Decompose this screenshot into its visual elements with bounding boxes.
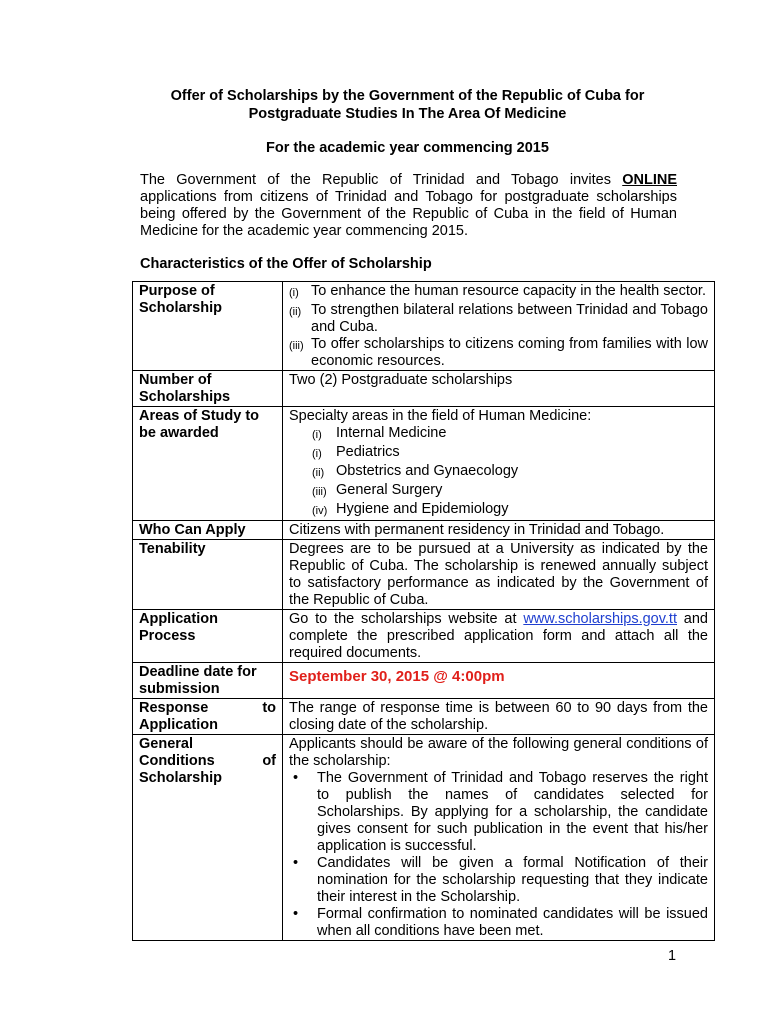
list-item <box>289 770 708 855</box>
list-item <box>289 444 708 463</box>
table-row <box>133 282 715 371</box>
label-word: Response <box>139 700 209 716</box>
row-label-response <box>133 699 283 735</box>
intro-paragraph <box>140 172 677 240</box>
deadline-date: September 30, 2015 @ 4:00pm <box>289 668 505 685</box>
intro-text-end: applications from citizens of Trinidad and Tobago for postgraduate scholarships being offered by the Government of the Republic of Cuba in the field of Human Medicine for the academic year commencing 2015. <box>140 189 677 239</box>
row-value-number: Two (2) Postgraduate scholarships <box>283 371 715 407</box>
label-word: Conditions <box>139 753 215 769</box>
row-label-tenability: Tenability <box>133 540 283 610</box>
row-label-number: Number of Scholarships <box>133 371 283 407</box>
row-value-purpose <box>283 282 715 371</box>
bullet-icon: • <box>293 770 299 786</box>
list-number: (iii) <box>289 340 304 352</box>
scholarships-website-link[interactable]: www.scholarships.gov.tt <box>523 611 677 627</box>
label-word: to <box>262 700 276 716</box>
list-number: (ii) <box>289 306 302 318</box>
list-item <box>289 463 708 482</box>
list-text: General Surgery <box>336 482 443 498</box>
list-number: (i) <box>312 448 322 460</box>
row-value-process <box>283 610 715 663</box>
label-word: Scholarship <box>139 770 222 786</box>
list-number: (i) <box>312 429 322 441</box>
table-row <box>133 540 715 610</box>
bullet-icon: • <box>293 855 299 871</box>
section-heading: Characteristics of the Offer of Scholarship <box>140 256 432 272</box>
list-text: Pediatrics <box>336 444 400 460</box>
list-item <box>289 425 708 444</box>
title-line-1: Offer of Scholarships by the Government of the Republic of Cuba for <box>170 88 645 104</box>
row-label-general <box>133 735 283 941</box>
list-text: To offer scholarships to citizens coming from families with low economic resources. <box>311 336 708 369</box>
list-item <box>289 283 708 302</box>
academic-year-subtitle: For the academic year commencing 2015 <box>266 140 549 156</box>
list-text: To strengthen bilateral relations between Trinidad and Tobago and Cuba. <box>311 302 708 335</box>
row-label-deadline: Deadline date for submission <box>133 663 283 699</box>
row-value-tenability: Degrees are to be pursued at a University as indicated by the Republic of Cuba. The scholarship is renewed annually subject to satisfactory performance as indicated by the Government of the Republic of Cuba. <box>283 540 715 610</box>
table-row <box>133 735 715 941</box>
list-text: Obstetrics and Gynaecology <box>336 463 519 479</box>
general-intro: Applicants should be aware of the following general conditions of the scholarship: <box>289 736 708 769</box>
bullet-icon: • <box>293 906 299 922</box>
label-word: Application <box>139 717 218 733</box>
list-text: Hygiene and Epidemiology <box>336 501 509 517</box>
list-item <box>289 501 708 520</box>
list-item <box>289 855 708 906</box>
list-number: (iv) <box>312 505 328 517</box>
title-line-2: Postgraduate Studies In The Area Of Medicine <box>248 106 567 122</box>
list-text: Internal Medicine <box>336 425 447 441</box>
row-label-areas: Areas of Study to be awarded <box>133 407 283 521</box>
row-value-areas <box>283 407 715 521</box>
row-label-process: Application Process <box>133 610 283 663</box>
list-text: The Government of Trinidad and Tobago reserves the right to publish the names of candidates selected for Scholarships. By applying for a scholarship, the candidate gives consent for such publication in the event that his/her application is successful. <box>317 770 708 854</box>
online-emphasis: ONLINE <box>622 172 677 188</box>
label-word: of <box>262 753 276 769</box>
table-row <box>133 371 715 407</box>
row-value-deadline <box>283 663 715 699</box>
list-item <box>289 302 708 336</box>
table-row <box>133 663 715 699</box>
areas-intro: Specialty areas in the field of Human Medicine: <box>289 408 592 424</box>
list-item <box>289 336 708 370</box>
list-number: (i) <box>289 287 299 299</box>
scholarship-characteristics-table <box>132 281 715 941</box>
table-row <box>133 610 715 663</box>
page-number: 1 <box>668 948 677 964</box>
label-word: General <box>139 736 193 752</box>
table-row <box>133 699 715 735</box>
list-text: Candidates will be given a formal Notification of their nomination for the scholarship requesting that they indicate their interest in the Scholarship. <box>317 855 708 905</box>
row-value-response: The range of response time is between 60 to 90 days from the closing date of the scholarship. <box>283 699 715 735</box>
list-item <box>289 906 708 940</box>
table-row <box>133 407 715 521</box>
list-text: To enhance the human resource capacity in the health sector. <box>311 283 706 299</box>
row-value-who: Citizens with permanent residency in Trinidad and Tobago. <box>283 521 715 540</box>
list-item <box>289 482 708 501</box>
process-text-end: and complete the prescribed application form and attach all the required documents. <box>289 611 708 661</box>
row-label-who: Who Can Apply <box>133 521 283 540</box>
list-number: (ii) <box>312 467 325 479</box>
process-text-start: Go to the scholarships website at <box>289 611 524 627</box>
intro-text-start: The Government of the Republic of Trinidad and Tobago invites <box>140 172 623 188</box>
table-row <box>133 521 715 540</box>
list-text: Formal confirmation to nominated candidates will be issued when all conditions have been met. <box>317 906 708 939</box>
document-title <box>100 87 715 123</box>
row-value-general <box>283 735 715 941</box>
list-number: (iii) <box>312 486 327 498</box>
row-label-purpose: Purpose of Scholarship <box>133 282 283 371</box>
